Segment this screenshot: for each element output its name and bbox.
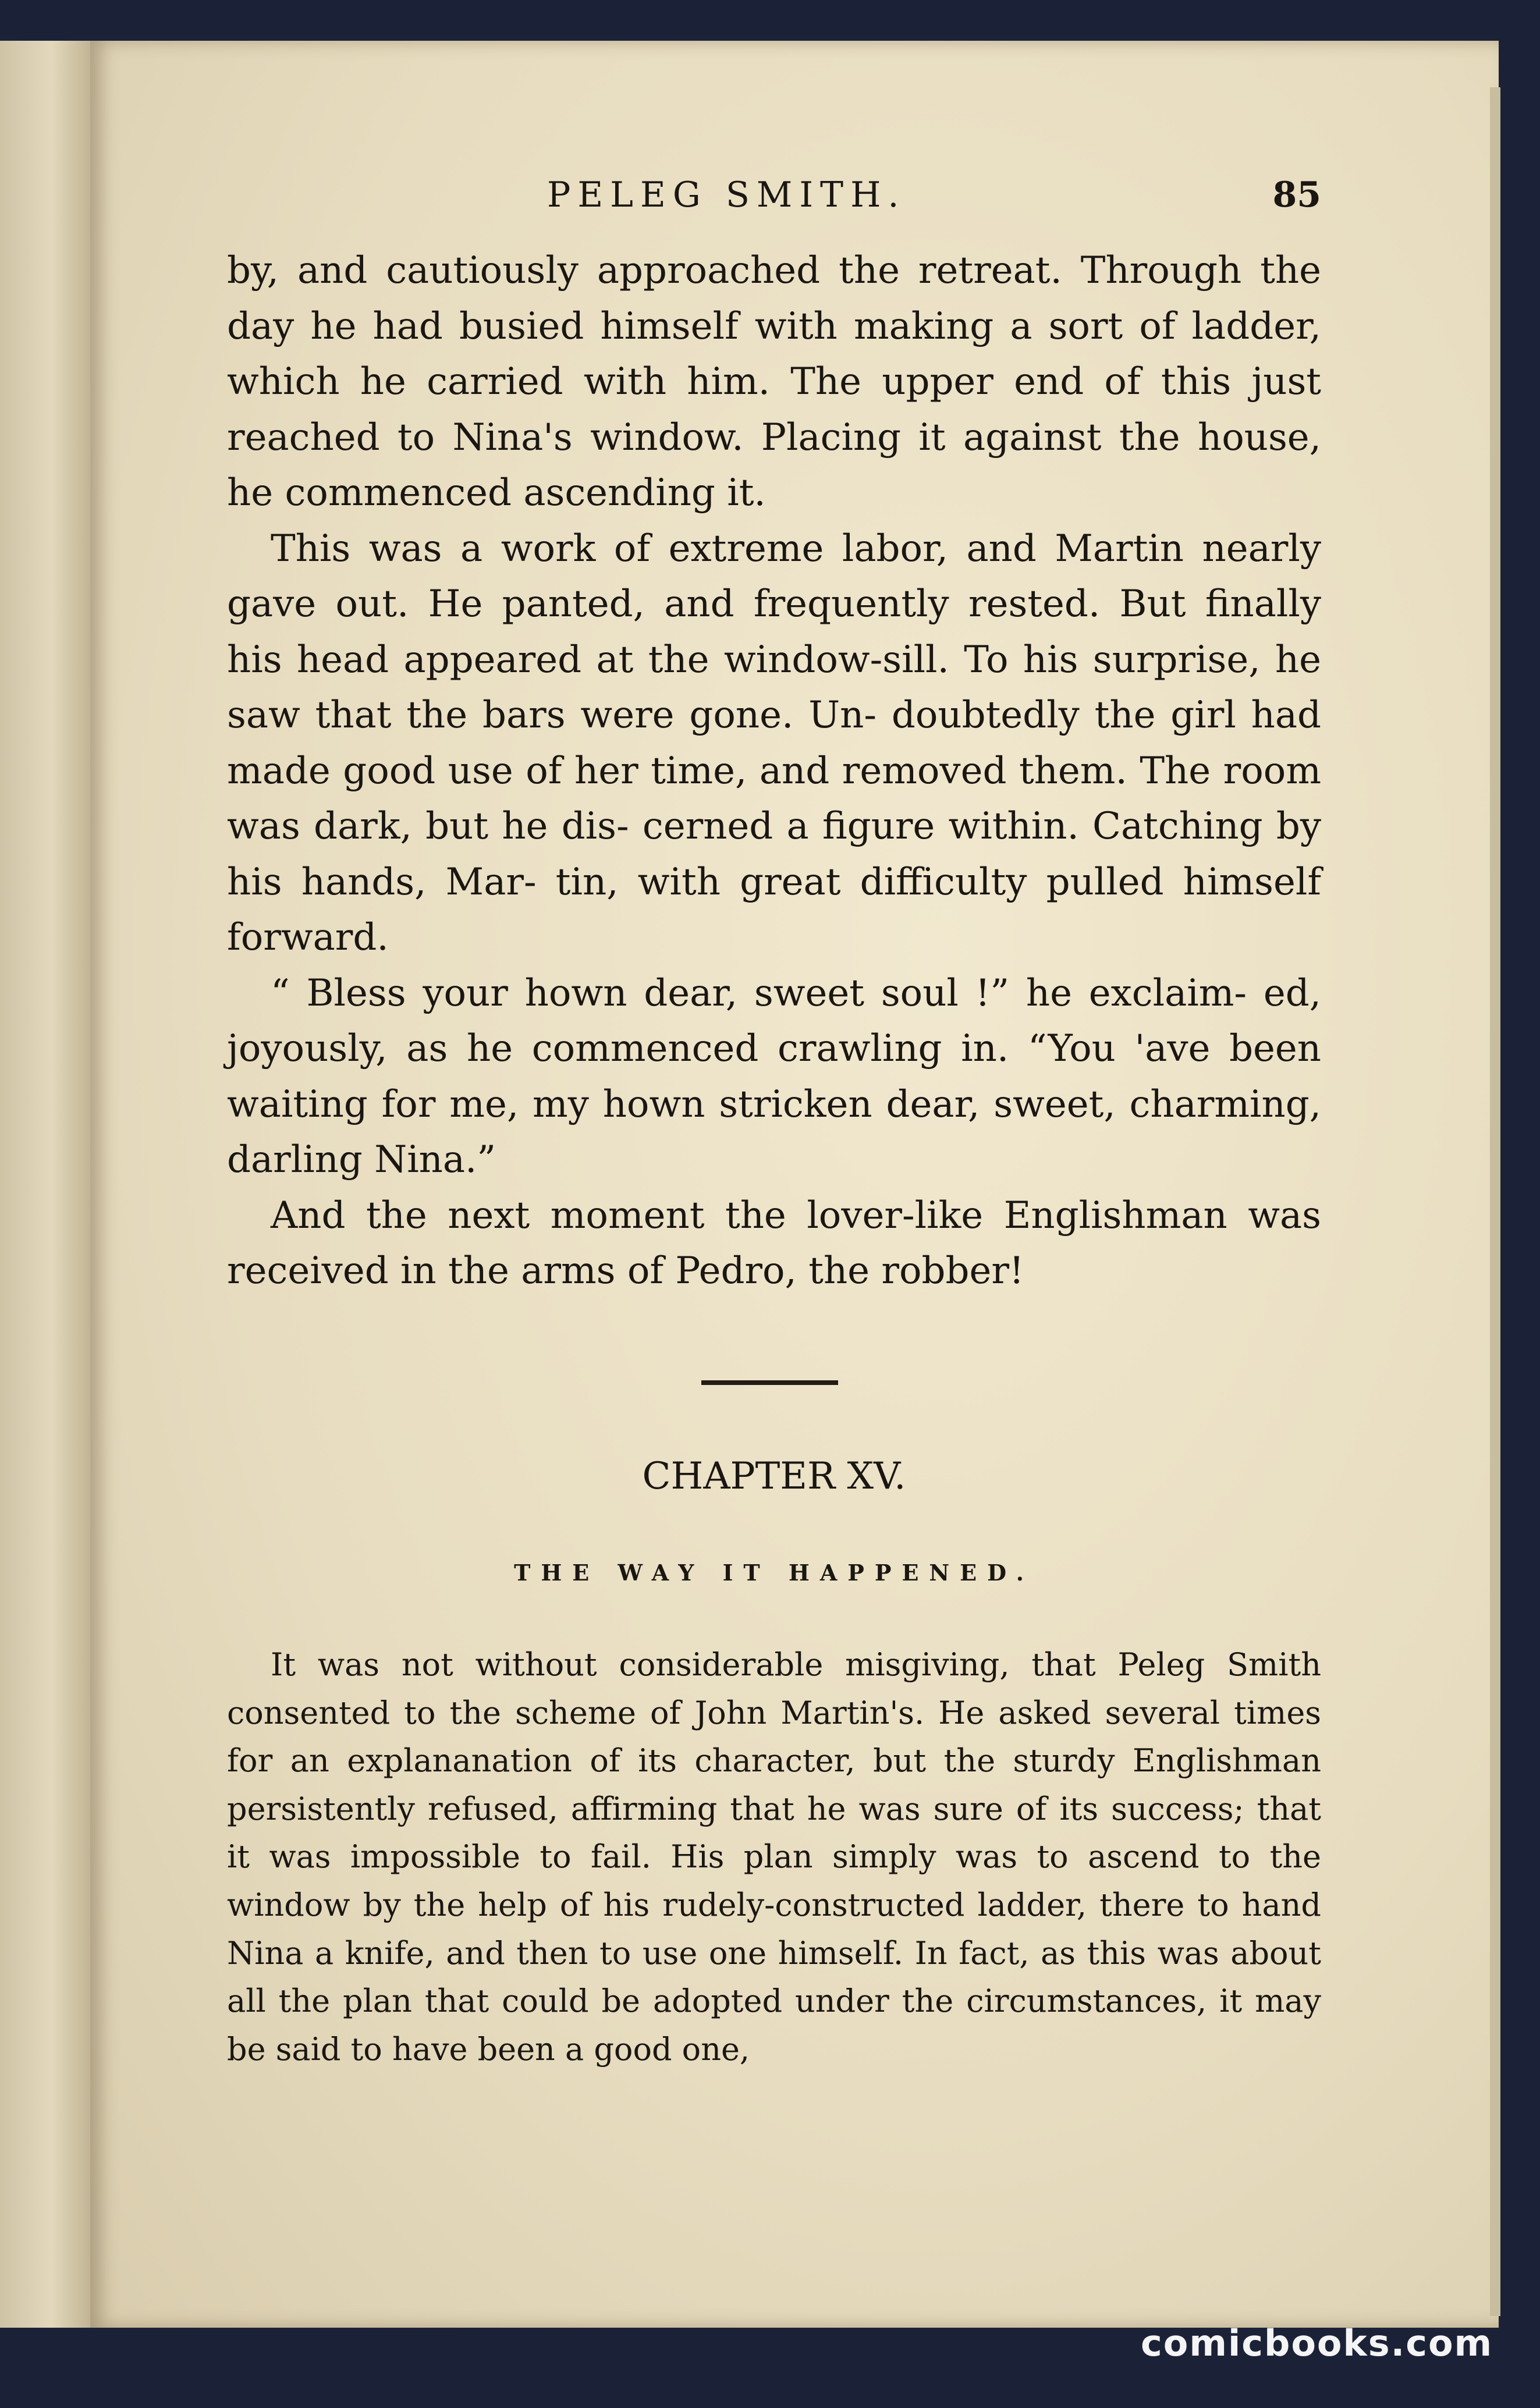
chapter-xiv-ending — [227, 243, 1321, 1299]
paragraph-5 — [227, 1641, 1321, 2073]
text-line: It was not without considerable misgiving, that Peleg — [271, 1646, 1205, 1683]
page-fore-edge — [1490, 87, 1500, 2316]
chapter-subtitle: THE WAY IT HAPPENED. — [514, 1560, 1034, 1586]
text-line: cerned a figure within. Catching by his hands, Mar- — [227, 805, 1322, 904]
section-rule — [701, 1380, 838, 1385]
text-line: ladder, which he carried with him. The upper end of — [227, 304, 1322, 403]
text-line: was about all the plan that could be adopted under the — [227, 1934, 1322, 2020]
text-line: that he was sure of its success; that it was impossible to — [227, 1790, 1321, 1876]
text-line: And the next moment the lover-like Englishman — [271, 1194, 1227, 1237]
page-number: 85 — [1272, 175, 1321, 215]
text-line: Smith consented to the scheme of John Martin's. He — [227, 1646, 1321, 1731]
text-line: and removed them. The room was dark, but he dis- — [227, 749, 1322, 848]
text-line: “ Bless your hown dear, sweet soul !” he exclaim- — [271, 971, 1247, 1015]
text-line: circumstances, it may be said to have been a good one, — [227, 1983, 1321, 2068]
text-line: this just reached to Nina's window. Placing it against — [227, 360, 1322, 459]
facing-page-edge — [0, 41, 97, 2328]
text-line: fail. His plan simply was to ascend to the window by — [227, 1838, 1321, 1923]
paragraph-1 — [227, 243, 1321, 521]
paragraph-3 — [227, 966, 1321, 1188]
chapter-xv-opening — [227, 1641, 1321, 2073]
text-line: Nina a knife, and then to use one himself. In fact, as this — [227, 1934, 1147, 1972]
paragraph-2 — [227, 521, 1321, 966]
text-line: But finally his head appeared at the window-sill. To — [227, 583, 1321, 681]
chapter-heading: CHAPTER XV. — [642, 1455, 906, 1498]
watermark: comicbooks.com — [1141, 2322, 1493, 2364]
text-line: but the sturdy Englishman persistently refused, affirming — [227, 1742, 1322, 1827]
text-line: sweet, charming, darling Nina.” — [227, 1082, 1322, 1181]
text-line: doubtedly the girl had made good use of her time, — [227, 694, 1322, 793]
text-line: the help of his rudely-constructed ladder, there to hand — [413, 1886, 1321, 1923]
text-line: the house, he commenced ascending it. — [227, 415, 1322, 514]
running-header — [227, 175, 1321, 221]
paragraph-4 — [227, 1188, 1321, 1299]
text-line: tin, with great difficulty pulled himself forward. — [227, 860, 1322, 959]
text-line: asked several times for an explananation of its character, — [227, 1694, 1321, 1780]
text-line: 'ave been waiting for me, my hown stricken dear, — [227, 1027, 1322, 1126]
text-line: ed, joyously, as he commenced crawling in. “You — [227, 971, 1321, 1070]
text-line: This was a work of extreme labor, and Martin — [271, 527, 1184, 570]
text-line: nearly gave out. He panted, and frequently rested. — [227, 527, 1322, 626]
text-line: was received in the arms of Pedro, the robber! — [227, 1194, 1322, 1292]
text-line: by, and cautiously approached the retreat. Through — [227, 249, 1242, 292]
running-title: PELEG SMITH. — [547, 175, 906, 215]
text-line: the day he had busied himself with making a sort of — [227, 249, 1322, 348]
text-line: his surprise, he saw that the bars were gone. Un- — [227, 638, 1322, 737]
